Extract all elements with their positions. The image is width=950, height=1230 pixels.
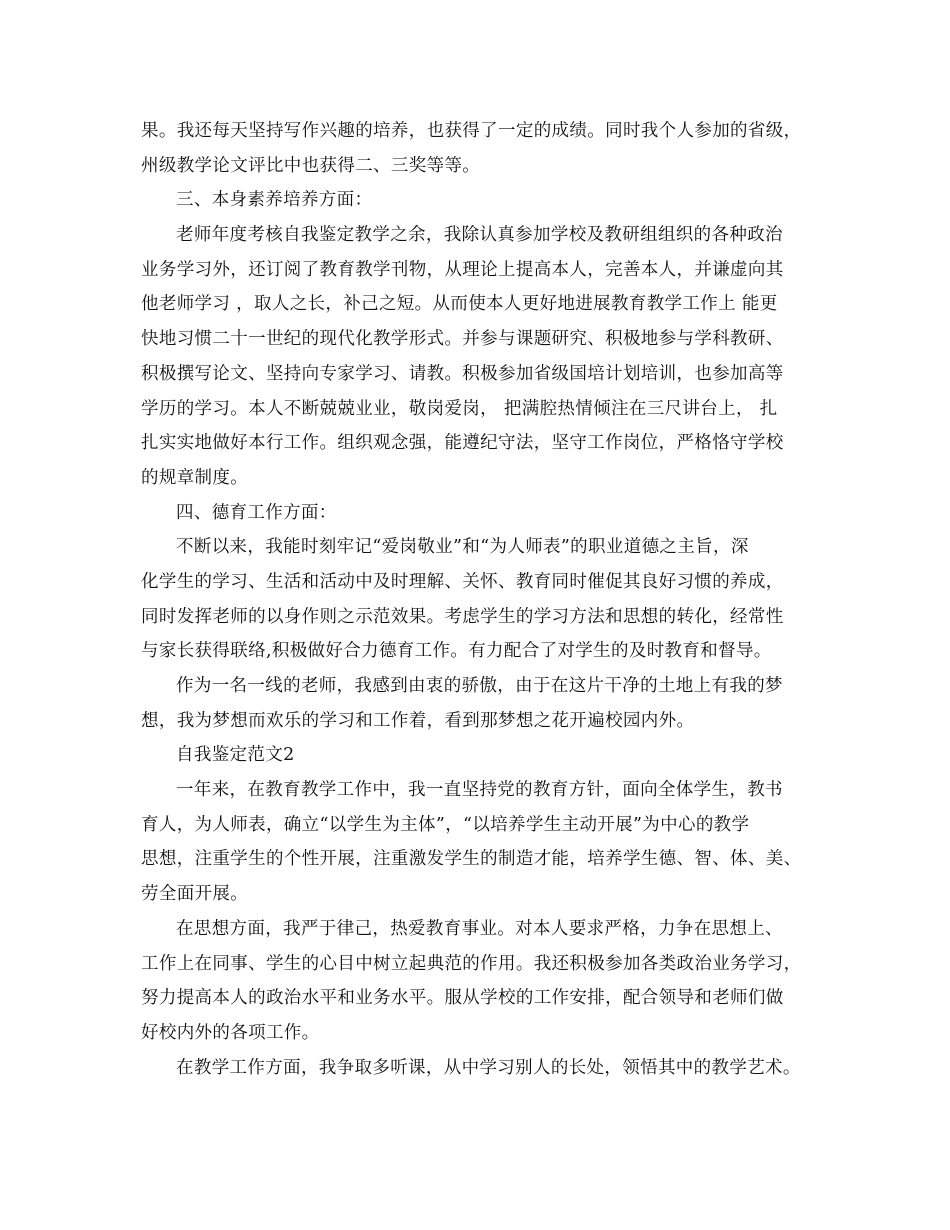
text-line: 自我鉴定范文2	[176, 745, 295, 766]
text-line: 同时发挥老师的以身作则之示范效果。考虑学生的学习方法和思想的转化，经常性	[141, 606, 784, 627]
text-line: 好校内外的各项工作。	[141, 1022, 320, 1043]
document-body	[141, 114, 831, 1085]
text-line: 育人，为人师表，确立“以学生为主体”，“以培养学生主动开展”为中心的教学	[141, 814, 750, 835]
text-line: 业务学习外，还订阅了教育教学刊物，从理论上提高本人，完善本人，并谦虚向其	[141, 259, 784, 280]
text-line: 在思想方面，我严于律己，热爱教育事业。对本人要求严格，力争在思想上、	[176, 918, 783, 939]
text-line: 果。我还每天坚持写作兴趣的培养，也获得了一定的成绩。同时我个人参加的省级，	[141, 121, 802, 141]
text-line: 在教学工作方面，我争取多听课，从中学习别人的长处，领悟其中的教学艺术。	[176, 1057, 801, 1078]
text-line: 扎实实地做好本行工作。组织观念强，能遵纪守法，坚守工作岗位，严格恪守学校	[141, 433, 784, 454]
text-line: 与家长获得联络,积极做好合力德育工作。有力配合了对学生的及时教育和督导。	[141, 641, 772, 662]
text-line: 积极撰写论文、坚持向专家学习、请教。积极参加省级国培计划培训，也参加高等	[141, 363, 784, 384]
text-line: 老师年度考核自我鉴定教学之余，我除认真参加学校及教研组组织的各种政治	[176, 225, 783, 246]
text-line: 不断以来，我能时刻牢记“爱岗敬业”和“为人师表”的职业道德之主旨，深	[176, 537, 749, 558]
text-line: 他老师学习 ，取人之长，补己之短。从而使本人更好地进展教育教学工作上 能更	[141, 294, 778, 315]
text-line: 快地习惯二十一世纪的现代化教学形式。并参与课题研究、积极地参与学科教研、	[141, 329, 784, 350]
text-line: 四、德育工作方面：	[176, 502, 337, 523]
text-line: 思想，注重学生的个性开展，注重激发学生的制造才能，培养学生德、智、体、美、	[141, 849, 802, 870]
text-line: 一年来，在教育教学工作中，我一直坚持党的教育方针，面向全体学生，教书	[176, 780, 783, 801]
text-line: 想，我为梦想而欢乐的学习和工作着，看到那梦想之花开遍校园内外。	[141, 710, 695, 731]
text-line: 的规章制度。	[141, 467, 249, 488]
text-line: 努力提高本人的政治水平和业务水平。服从学校的工作安排，配合领导和老师们做	[141, 988, 784, 1009]
text-line: 工作上在同事、学生的心目中树立起典范的作用。我还积极参加各类政治业务学习，	[141, 953, 802, 974]
text-line: 作为一名一线的老师，我感到由衷的骄傲，由于在这片干净的土地上有我的梦	[176, 676, 783, 696]
text-line: 劳全面开展。	[141, 884, 249, 905]
text-line: 三、本身素养培养方面：	[176, 190, 373, 211]
text-line: 学历的学习。本人不断兢兢业业，敬岗爱岗， 把满腔热情倾注在三尺讲台上， 扎	[141, 398, 778, 419]
text-line: 州级教学论文评比中也获得二、三奖等等。	[141, 155, 481, 176]
text-line: 化学生的学习、生活和活动中及时理解、关怀、教育同时催促其良好习惯的养成，	[141, 571, 784, 592]
